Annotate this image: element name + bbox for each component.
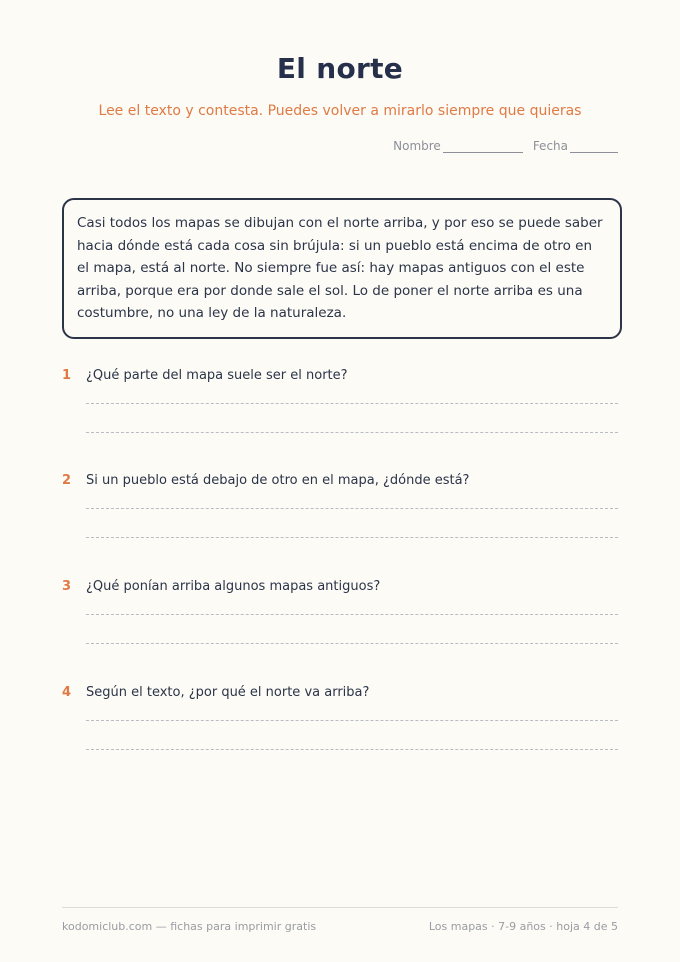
page-subtitle: Lee el texto y contesta. Puedes volver a mirarlo siempre que quieras — [98, 103, 582, 119]
student-fields — [393, 139, 618, 153]
question-4 — [62, 685, 618, 750]
footer-sheet-info: Los mapas · 7-9 años · hoja 4 de 5 — [428, 920, 618, 933]
question-number: 1 — [62, 368, 72, 383]
footer-divider — [62, 907, 618, 908]
answer-line[interactable] — [86, 508, 618, 509]
answer-line[interactable] — [86, 403, 618, 404]
page-title: El norte — [276, 52, 404, 85]
question-2 — [62, 473, 618, 538]
question-3 — [62, 579, 618, 644]
question-number: 4 — [62, 685, 72, 700]
question-number: 2 — [62, 473, 72, 488]
question-number: 3 — [62, 579, 72, 594]
answer-line[interactable] — [86, 643, 618, 644]
date-field[interactable] — [533, 139, 618, 153]
name-label: Nombre — [393, 139, 441, 153]
question-text: ¿Qué parte del mapa suele ser el norte? — [86, 368, 348, 383]
name-line — [443, 140, 523, 153]
question-1 — [62, 368, 618, 433]
answer-line[interactable] — [86, 749, 618, 750]
reading-text-box: Casi todos los mapas se dibujan con el norte arriba, y por eso se puede saber hacia dónde está cada cosa sin brújula: si un pueblo está encima de otro en el mapa, está al norte. No siempre fue así: hay mapas antiguos con el este arriba, porque era por donde sale el sol. Lo de poner el norte arriba es una costumbre, no una ley de la naturaleza. — [62, 198, 622, 339]
date-label: Fecha — [532, 139, 568, 153]
question-text: ¿Qué ponían arriba algunos mapas antiguos? — [86, 579, 381, 594]
date-line — [570, 140, 618, 153]
footer-site: kodomiclub.com — fichas para imprimir gratis — [62, 920, 317, 933]
answer-line[interactable] — [86, 720, 618, 721]
answer-line[interactable] — [86, 537, 618, 538]
answer-line[interactable] — [86, 614, 618, 615]
question-text: Según el texto, ¿por qué el norte va arriba? — [86, 685, 370, 700]
name-field[interactable] — [393, 139, 523, 153]
question-text: Si un pueblo está debajo de otro en el mapa, ¿dónde está? — [86, 473, 470, 488]
answer-line[interactable] — [86, 432, 618, 433]
